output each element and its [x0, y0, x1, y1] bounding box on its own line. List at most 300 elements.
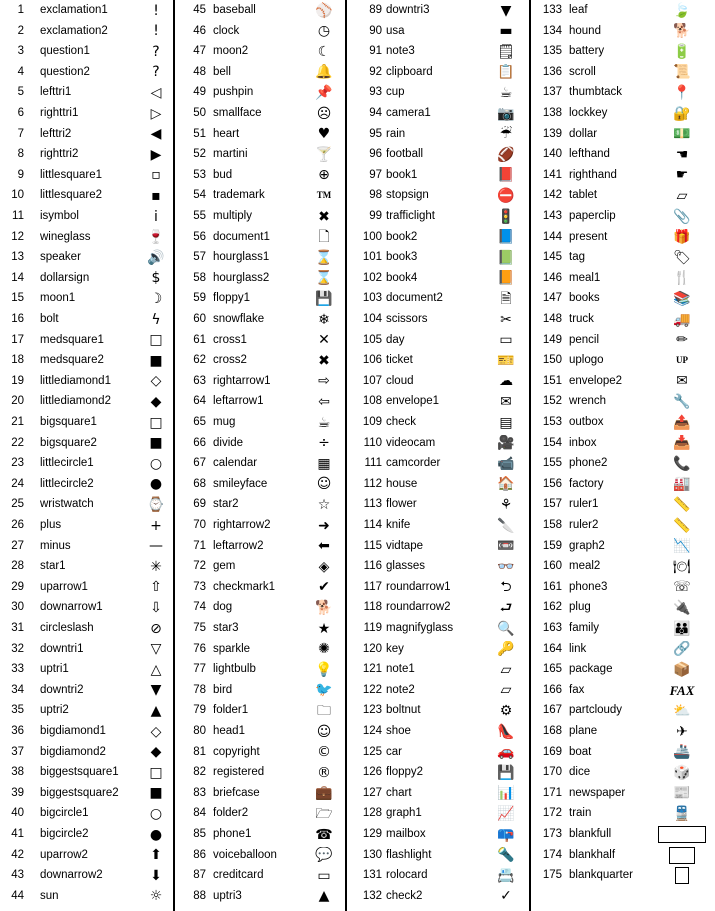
- down-triangle-outline-icon: ▽: [150, 641, 162, 658]
- entry-name: smileyface: [213, 477, 268, 490]
- icon-entry: [532, 206, 715, 227]
- icon-entry: [176, 21, 344, 42]
- entry-number: 43: [11, 869, 24, 882]
- icon-entry: [0, 330, 172, 351]
- small-square-filled-icon: ▪: [151, 187, 161, 204]
- icon-entry: [0, 474, 172, 495]
- icon-entry: [532, 742, 715, 763]
- down-triangle-filled-icon: ▼: [150, 682, 162, 699]
- entry-name: graph2: [569, 539, 605, 552]
- icon-entry: [348, 433, 528, 454]
- entry-number: 161: [542, 580, 562, 593]
- icon-entry: [348, 494, 528, 515]
- icon-entry: [176, 556, 344, 577]
- entry-number: 144: [542, 230, 562, 243]
- entry-number: 89: [369, 4, 382, 16]
- entry-number: 153: [542, 416, 562, 428]
- medium-square-outline-icon: □: [149, 332, 163, 349]
- entry-number: 42: [11, 848, 24, 861]
- entry-name: key: [386, 642, 404, 655]
- entry-number: 102: [362, 271, 382, 284]
- icon-entry: [532, 371, 715, 392]
- entry-name: floppy2: [386, 766, 424, 779]
- entry-name: moon1: [40, 292, 76, 305]
- big-circle-filled-icon: ●: [149, 826, 163, 843]
- entry-number: 175: [542, 869, 562, 882]
- icon-entry: [532, 0, 715, 21]
- entry-number: 165: [542, 663, 562, 676]
- sparkle-icon: ✺: [318, 641, 330, 658]
- entry-name: rain: [386, 127, 406, 140]
- entry-name: martini: [213, 148, 248, 161]
- icon-entry: [348, 886, 528, 907]
- entry-number: 98: [369, 189, 382, 202]
- entry-number: 106: [362, 354, 382, 367]
- icon-entry: [0, 742, 172, 763]
- star-asterisk-icon: ✳: [150, 558, 162, 575]
- entry-number: 101: [362, 251, 382, 264]
- thumbtack-icon: 📍: [673, 84, 691, 101]
- entry-name: rightarrow2: [213, 519, 271, 531]
- icon-entry: [176, 227, 344, 248]
- icon-entry: [532, 783, 715, 804]
- entry-name: blankquarter: [569, 869, 633, 882]
- ruler-icon: 📏: [673, 496, 691, 513]
- entry-name: exclamation2: [40, 24, 108, 37]
- icon-entry: [348, 845, 528, 866]
- icon-entry: [348, 536, 528, 557]
- phone-icon: ☏: [673, 579, 691, 596]
- book-icon: 📙: [497, 270, 515, 287]
- entry-number: 82: [193, 766, 206, 779]
- right-triangle-filled-icon: ▶: [150, 146, 162, 163]
- book-icon: 📗: [497, 249, 515, 266]
- entry-number: 170: [542, 766, 562, 779]
- left-hand-icon: ☚: [675, 146, 689, 163]
- left-triangle-filled-icon: ◀: [150, 126, 162, 143]
- entry-name: dog: [213, 601, 233, 614]
- icon-entry: [0, 124, 172, 145]
- entry-name: registered: [213, 766, 265, 779]
- icon-entry: [176, 762, 344, 783]
- entry-name: minus: [40, 539, 71, 552]
- rain-icon: ☔: [499, 126, 513, 143]
- entry-number: 23: [11, 457, 24, 470]
- question-icon: ?: [152, 64, 160, 81]
- icon-entry: [348, 309, 528, 330]
- icon-entry: [348, 659, 528, 680]
- icon-entry: [532, 144, 715, 165]
- entry-number: 136: [542, 65, 562, 78]
- small-face-icon: ☹: [316, 105, 332, 122]
- icon-entry: [0, 391, 172, 412]
- icon-entry: [348, 577, 528, 598]
- icon-entry: [0, 82, 172, 103]
- bird-icon: 🐦: [315, 682, 333, 699]
- moon-icon: ☽: [149, 290, 163, 307]
- icon-entry: [176, 309, 344, 330]
- entry-number: 3: [17, 45, 24, 58]
- icon-entry: [348, 515, 528, 536]
- icon-entry: [176, 700, 344, 721]
- entry-name: uptri1: [40, 663, 69, 676]
- entry-name: clipboard: [386, 65, 433, 78]
- icon-entry: [0, 762, 172, 783]
- flashlight-icon: 🔦: [497, 847, 515, 864]
- column-4: [532, 0, 715, 911]
- entry-number: 9: [17, 168, 24, 181]
- icon-entry: [0, 227, 172, 248]
- entry-name: note3: [386, 45, 415, 58]
- entry-name: graph1: [386, 807, 422, 820]
- entry-name: plug: [569, 601, 591, 614]
- icon-entry: [532, 391, 715, 412]
- icon-entry: [176, 103, 344, 124]
- entry-name: littlediamond1: [40, 374, 111, 387]
- icon-entry: [176, 474, 344, 495]
- entry-number: 130: [362, 848, 382, 861]
- entry-name: righttri2: [40, 148, 79, 161]
- entry-number: 115: [363, 539, 382, 552]
- floppy-icon: 💾: [497, 764, 515, 781]
- entry-number: 166: [542, 683, 562, 696]
- entry-number: 44: [11, 889, 24, 902]
- entry-number: 131: [362, 869, 382, 882]
- wristwatch-icon: ⌚: [147, 496, 165, 513]
- icon-entry: [348, 288, 528, 309]
- entry-name: football: [386, 148, 424, 161]
- big-diamond-filled-icon: ◆: [150, 744, 162, 761]
- icon-entry: [0, 412, 172, 433]
- small-diamond-outline-icon: ◇: [150, 373, 162, 390]
- entry-name: divide: [213, 436, 244, 449]
- entry-number: 10: [11, 189, 24, 202]
- entry-name: truck: [569, 313, 594, 325]
- entry-name: biggestsquare1: [40, 766, 119, 779]
- floppy-icon: 💾: [315, 290, 333, 307]
- entry-number: 171: [542, 786, 562, 799]
- icon-entry: [176, 185, 344, 206]
- gem-icon: ◈: [318, 558, 330, 575]
- icon-entry: [0, 185, 172, 206]
- entry-name: vidtape: [386, 539, 424, 552]
- entry-number: 64: [193, 395, 206, 408]
- entry-number: 87: [193, 869, 206, 882]
- icon-entry: [176, 206, 344, 227]
- stop-sign-icon: ⛔: [497, 187, 515, 204]
- entry-number: 125: [362, 745, 382, 758]
- icon-entry: [176, 680, 344, 701]
- entry-number: 135: [542, 45, 562, 58]
- icon-entry: [348, 330, 528, 351]
- entry-number: 70: [193, 519, 206, 531]
- right-arrow-filled-icon: ➜: [318, 517, 330, 534]
- entry-name: checkmark1: [213, 580, 275, 593]
- tag-icon: 🏷: [673, 249, 691, 266]
- entry-name: medsquare2: [40, 354, 104, 367]
- knife-icon: 🔪: [497, 517, 515, 534]
- entry-name: stopsign: [386, 189, 429, 202]
- icon-entry: [176, 515, 344, 536]
- icon-entry: [532, 680, 715, 701]
- dog-icon: 🐕: [315, 599, 333, 616]
- small-square-outline-icon: ▫: [151, 167, 161, 184]
- entry-name: boat: [569, 745, 592, 758]
- entry-number: 116: [363, 560, 382, 573]
- entry-name: trafficlight: [386, 210, 436, 222]
- entry-name: snowflake: [213, 313, 265, 325]
- entry-name: multiply: [213, 210, 252, 222]
- exclamation-icon: !: [153, 23, 159, 40]
- icon-entry: [532, 721, 715, 742]
- entry-name: star3: [213, 622, 239, 634]
- blank-half-icon-box: [669, 847, 695, 864]
- checkmark-icon: ✔: [318, 579, 330, 596]
- entry-number: 119: [363, 622, 382, 634]
- down-triangle-filled-icon: ▼: [500, 2, 512, 19]
- entry-number: 57: [193, 251, 206, 264]
- icon-entry: [348, 0, 528, 21]
- house-icon: 🏠: [497, 476, 515, 493]
- entry-name: house: [386, 477, 418, 490]
- truck-icon: 🚚: [673, 311, 691, 328]
- entry-name: calendar: [213, 457, 258, 470]
- entry-number: 81: [193, 745, 206, 758]
- entry-name: dollarsign: [40, 271, 90, 284]
- outbox-icon: 📤: [673, 414, 691, 431]
- entry-number: 39: [11, 786, 24, 799]
- entry-name: moon2: [213, 45, 249, 58]
- entry-name: boltnut: [386, 704, 421, 717]
- hourglass-icon: ⌛: [315, 270, 333, 287]
- entry-name: bell: [213, 65, 231, 78]
- icon-entry: [348, 618, 528, 639]
- icon-entry: [0, 206, 172, 227]
- package-icon: 📦: [673, 661, 691, 678]
- entry-name: document1: [213, 230, 270, 243]
- graph-icon: 📉: [673, 538, 691, 555]
- entry-number: 134: [542, 24, 562, 37]
- icon-entry: [532, 268, 715, 289]
- icon-entry: [0, 165, 172, 186]
- icon-entry: [176, 412, 344, 433]
- entry-number: 139: [542, 127, 562, 140]
- entry-name: heart: [213, 127, 240, 140]
- entry-number: 37: [11, 745, 24, 758]
- entry-number: 38: [11, 766, 24, 779]
- entry-number: 80: [193, 725, 206, 737]
- check-icon: ▤: [499, 414, 513, 431]
- entry-number: 29: [11, 580, 24, 593]
- icon-entry: [176, 41, 344, 62]
- icon-entry: [532, 536, 715, 557]
- down-arrow-filled-icon: ⬇: [150, 867, 162, 884]
- document-icon: 🗋: [318, 229, 330, 246]
- icon-entry: [532, 515, 715, 536]
- column-divider: [173, 0, 175, 911]
- icon-entry: [532, 227, 715, 248]
- entry-number: 95: [369, 127, 382, 140]
- icon-entry: [532, 124, 715, 145]
- icon-entry: [532, 185, 715, 206]
- icon-entry: [0, 21, 172, 42]
- entry-name: dollar: [569, 127, 598, 140]
- entry-name: bigcircle1: [40, 807, 89, 820]
- glasses-icon: 👓: [497, 558, 515, 575]
- entry-name: trademark: [213, 189, 265, 202]
- entry-number: 154: [542, 436, 562, 449]
- icon-entry: [532, 639, 715, 660]
- icon-entry: [532, 597, 715, 618]
- entry-number: 76: [193, 642, 206, 655]
- blank-quarter-icon-box: [675, 867, 689, 884]
- entry-number: 109: [362, 416, 382, 428]
- entry-number: 78: [193, 683, 206, 696]
- entry-name: littlediamond2: [40, 395, 111, 408]
- icon-entry: [176, 494, 344, 515]
- entry-number: 148: [542, 313, 562, 325]
- entry-name: plane: [569, 725, 598, 737]
- entry-name: envelope2: [569, 374, 623, 387]
- plane-icon: ✈: [676, 723, 688, 740]
- entry-number: 26: [11, 519, 24, 531]
- icon-entry: [176, 865, 344, 886]
- icon-entry: [348, 865, 528, 886]
- entry-name: phone1: [213, 828, 252, 840]
- entry-number: 138: [542, 107, 562, 119]
- entry-number: 62: [193, 354, 206, 367]
- entry-number: 114: [363, 519, 382, 531]
- entry-number: 13: [11, 251, 24, 264]
- pencil-icon: ✏: [676, 332, 688, 349]
- icon-entry: [532, 433, 715, 454]
- entry-name: downarrow1: [40, 601, 103, 614]
- cup-icon: ☕: [499, 84, 513, 101]
- icon-entry: [0, 0, 172, 21]
- entry-number: 94: [369, 107, 382, 119]
- icon-entry: [348, 350, 528, 371]
- icon-entry: [176, 288, 344, 309]
- entry-name: mailbox: [386, 828, 426, 840]
- blank-half-icon: [658, 847, 706, 864]
- ticket-icon: 🎫: [497, 352, 515, 369]
- up-triangle-filled-icon: ▲: [318, 888, 330, 905]
- leaf-icon: 🍃: [673, 2, 691, 19]
- entry-number: 107: [362, 374, 382, 387]
- entry-number: 83: [193, 786, 206, 799]
- scroll-icon: 📜: [673, 64, 691, 81]
- entry-number: 7: [17, 127, 24, 140]
- icon-entry: [0, 41, 172, 62]
- entry-number: 33: [11, 663, 24, 676]
- entry-name: pushpin: [213, 86, 254, 99]
- hound-icon: 🐕: [673, 23, 691, 40]
- entry-number: 118: [363, 601, 382, 614]
- entry-number: 4: [17, 65, 24, 78]
- present-icon: 🎁: [673, 229, 691, 246]
- entry-name: littlecircle1: [40, 457, 94, 470]
- entry-number: 19: [11, 374, 24, 387]
- entry-name: bigcircle2: [40, 828, 89, 840]
- round-arrow-icon: ⮌: [500, 579, 512, 596]
- meal-icon: 🍽: [673, 558, 691, 575]
- biggest-square-outline-icon: □: [149, 764, 163, 781]
- icon-entry: [532, 824, 715, 845]
- question-icon: ?: [152, 43, 160, 60]
- entry-name: book4: [386, 271, 418, 284]
- icon-entry: [0, 144, 172, 165]
- entry-name: mug: [213, 416, 236, 428]
- icon-entry: [176, 165, 344, 186]
- small-diamond-filled-icon: ◆: [150, 393, 162, 410]
- note-icon: ▱: [500, 682, 512, 699]
- entry-number: 63: [193, 374, 206, 387]
- entry-number: 77: [193, 663, 206, 676]
- icon-entry: [532, 62, 715, 83]
- entry-number: 152: [542, 395, 562, 408]
- entry-name: wineglass: [40, 230, 91, 243]
- icon-entry: [0, 659, 172, 680]
- blank-full-icon-box: [658, 826, 706, 843]
- icon-entry: [348, 412, 528, 433]
- football-icon: 🏈: [497, 146, 515, 163]
- entry-number: 16: [11, 313, 24, 325]
- icon-entry: [0, 247, 172, 268]
- entry-name: meal1: [569, 271, 601, 284]
- boat-icon: 🚢: [673, 744, 691, 761]
- entry-number: 34: [11, 683, 24, 696]
- flower-icon: ⚘: [499, 496, 513, 513]
- partly-cloudy-icon: ⛅: [673, 702, 691, 719]
- entry-name: flashlight: [386, 848, 432, 861]
- icon-entry: [0, 845, 172, 866]
- entry-number: 32: [11, 642, 24, 655]
- wineglass-icon: 🍷: [147, 229, 165, 246]
- entry-number: 51: [193, 127, 206, 140]
- entry-name: book3: [386, 251, 418, 264]
- entry-number: 110: [363, 436, 382, 449]
- icon-entry: [348, 62, 528, 83]
- entry-number: 99: [369, 210, 382, 222]
- icon-entry: [0, 453, 172, 474]
- entry-name: hourglass2: [213, 271, 270, 284]
- icon-entry: [348, 742, 528, 763]
- entry-number: 60: [193, 313, 206, 325]
- entry-number: 46: [193, 24, 206, 37]
- icon-entry: [348, 762, 528, 783]
- bolt-icon: ϟ: [151, 311, 161, 328]
- entry-number: 122: [362, 683, 382, 696]
- entry-number: 49: [193, 86, 206, 99]
- entry-number: 73: [193, 580, 206, 593]
- icon-entry: [532, 21, 715, 42]
- entry-name: medsquare1: [40, 333, 104, 346]
- entry-name: pencil: [569, 333, 600, 346]
- icon-entry: [0, 62, 172, 83]
- day-icon: ▭: [499, 332, 513, 349]
- entry-number: 137: [542, 86, 562, 99]
- entry-name: link: [569, 642, 587, 655]
- entry-number: 169: [542, 745, 562, 758]
- envelope-icon: ✉: [676, 373, 688, 390]
- entry-name: downarrow2: [40, 869, 103, 882]
- icon-entry: [176, 330, 344, 351]
- entry-number: 96: [369, 148, 382, 161]
- up-arrow-outline-icon: ⇧: [150, 579, 162, 596]
- entry-number: 75: [193, 622, 206, 634]
- left-arrow-filled-icon: ⬅: [318, 538, 330, 555]
- entry-name: righthand: [569, 168, 617, 181]
